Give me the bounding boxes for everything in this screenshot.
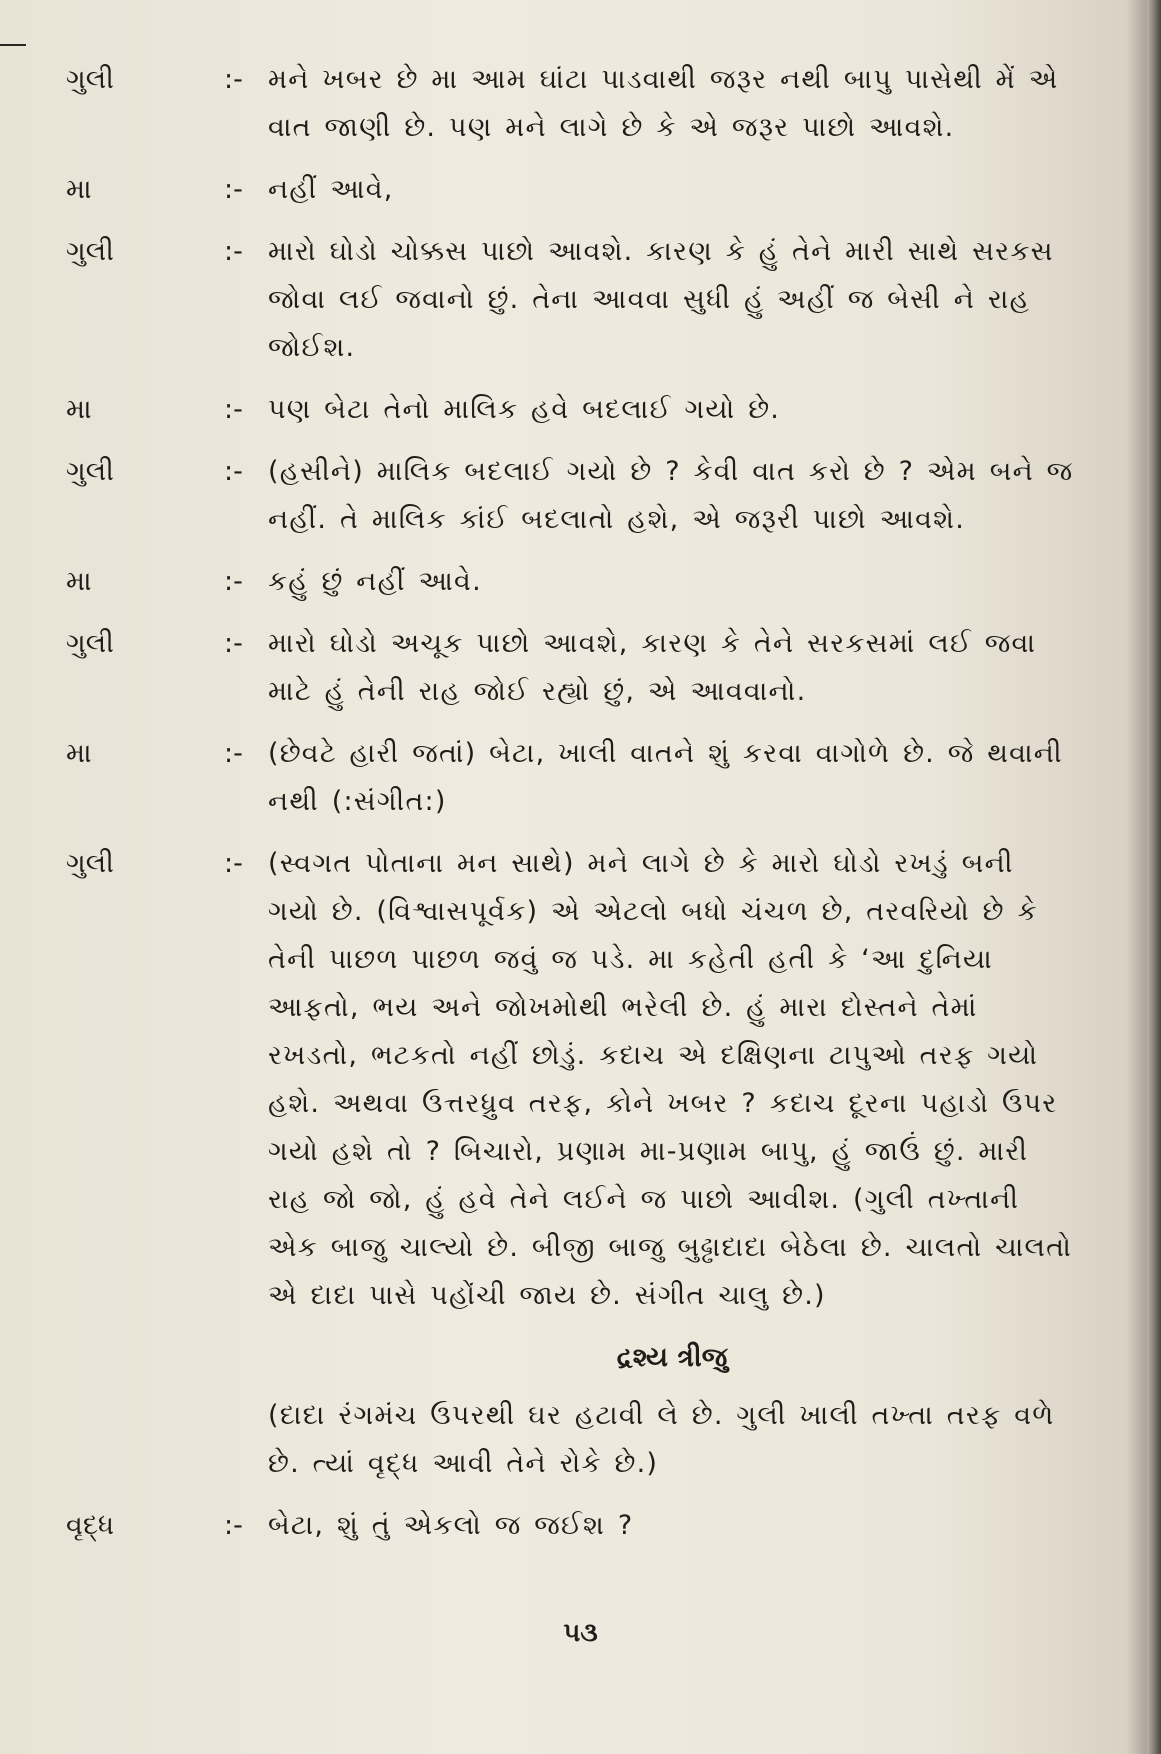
speaker-name: મા — [66, 174, 92, 205]
speaker-separator: :- — [224, 566, 243, 597]
speaker-name: ગુલી — [66, 236, 114, 267]
speaker-separator: :- — [224, 174, 243, 205]
speaker-name: ગુલી — [66, 848, 114, 879]
dialogue-text: બેટા, શું તું એકલો જ જઈશ ? — [268, 1510, 634, 1541]
speaker-name: ગુલી — [66, 628, 114, 659]
scene-heading: દ્રશ્ય ત્રીજુ — [616, 1342, 728, 1373]
speaker-name: ગુલી — [66, 64, 114, 95]
speaker-separator: :- — [224, 394, 243, 425]
dialogue-line — [66, 448, 1076, 544]
dialogue-text: મારો ઘોડો ચોક્કસ પાછો આવશે. કારણ કે હું તેને મારી સાથે સરકસ જોવા લઈ જવાનો છું. તેના આવવા સુધી હું અહીં જ બેસી ને રાહ જોઈશ. — [268, 236, 1054, 363]
speaker-name: વૃદ્ધ — [66, 1510, 115, 1541]
dialogue-text: પણ બેટા તેનો માલિક હવે બદલાઈ ગયો છે. — [268, 394, 781, 425]
dialogue-text: (હસીને) માલિક બદલાઈ ગયો છે ? કેવી વાત કરો છે ? એમ બને જ નહીં. તે માલિક કાંઈ બદલાતો હશે, એ જરૂરી પાછો આવશે. — [268, 456, 1074, 535]
page-number: ૫૩ — [563, 1618, 598, 1648]
script-content — [66, 56, 1076, 1564]
dialogue-text: મારો ઘોડો અચૂક પાછો આવશે, કારણ કે તેને સરકસમાં લઈ જવા માટે હું તેની રાહ જોઈ રહ્યો છું, એ આવવાનો. — [268, 628, 1037, 707]
dialogue-text: (છેવટે હારી જતાં) બેટા, ખાલી વાતને શું કરવા વાગોળે છે. જે થવાની નથી (:સંગીત:) — [268, 738, 1063, 817]
dialogue-line — [66, 620, 1076, 716]
speaker-separator: :- — [224, 64, 243, 95]
speaker-separator: :- — [224, 738, 243, 769]
speaker-separator: :- — [224, 236, 243, 267]
dialogue-line — [66, 386, 1076, 434]
dialogue-line — [66, 840, 1076, 1320]
speaker-name: મા — [66, 394, 92, 425]
stage-direction: (દાદા રંગમંચ ઉપરથી ઘર હટાવી લે છે. ગુલી ખાલી તખ્તા તરફ વળે છે. ત્યાં વૃદ્ધ આવી તેને રોકે છે.) — [268, 1400, 1055, 1479]
dialogue-line — [66, 730, 1076, 826]
dialogue-text: કહું છું નહીં આવે. — [268, 566, 482, 597]
speaker-separator: :- — [224, 1510, 243, 1541]
dialogue-text: (સ્વગત પોતાના મન સાથે) મને લાગે છે કે મારો ઘોડો રખડું બની ગયો છે. (વિશ્વાસપૂર્વક) એ એટલો બધો ચંચળ છે, તરવરિયો છે કે તેની પાછળ પાછળ જવું જ પડે. મા કહેતી હતી કે ‘આ દુનિયા આફતો, ભય અને જોખમોથી ભરેલી છે. હું મારા દોસ્તને તેમાં રખડતો, ભટકતો નહીં છોડું. કદાચ એ દક્ષિણના ટાપુઓ તરફ ગયો હશે. અથવા ઉત્તરધ્રુવ તરફ, કોને ખબર ? કદાચ દૂરના પહાડો ઉપર ગયો હશે તો ? બિચારો, પ્રણામ મા-પ્રણામ બાપુ, હું જાઉં છું. મારી રાહ જો જો, હું હવે તેને લઈને જ પાછો આવીશ. (ગુલી તખ્તાની એક બાજુ ચાલ્યો છે. બીજી બાજુ બુઢ્ઢાદાદા બેઠેલા છે. ચાલતો ચાલતો એ દાદા પાસે પહોંચી જાય છે. સંગીત ચાલુ છે.) — [268, 848, 1073, 1311]
dialogue-text: મને ખબર છે મા આમ ઘાંટા પાડવાથી જરૂર નથી બાપુ પાસેથી મેં એ વાત જાણી છે. પણ મને લાગે છે કે એ જરૂર પાછો આવશે. — [268, 64, 1059, 143]
dialogue-line — [66, 56, 1076, 152]
speaker-name: મા — [66, 738, 92, 769]
speaker-separator: :- — [224, 456, 243, 487]
speaker-separator: :- — [224, 628, 243, 659]
dialogue-line — [66, 1502, 1076, 1550]
speaker-name: મા — [66, 566, 92, 597]
speaker-name: ગુલી — [66, 456, 114, 487]
dialogue-text: નહીં આવે, — [268, 174, 394, 205]
dialogue-line — [66, 558, 1076, 606]
dialogue-line — [66, 166, 1076, 214]
corner-mark — [0, 44, 26, 46]
speaker-separator: :- — [224, 848, 243, 879]
dialogue-line — [66, 228, 1076, 372]
binding-edge — [1147, 0, 1161, 1754]
